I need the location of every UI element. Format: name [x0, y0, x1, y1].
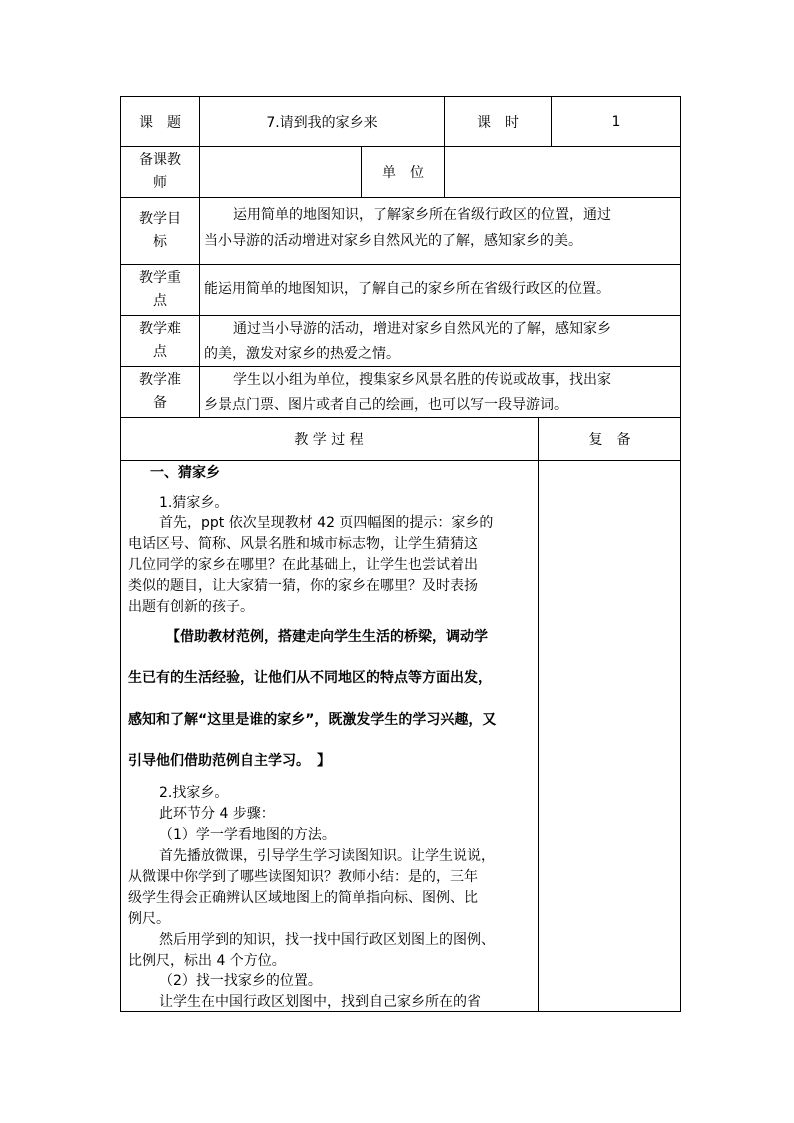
difficulty-label-line-1: 教学难 — [139, 321, 181, 337]
note-line-2: 生已有的生活经验，让他们从不同地区的特点等方面出发， — [128, 670, 492, 686]
step2-line-6: 然后用学到的知识，找一找中国行政区划图上的图例、 — [159, 932, 495, 948]
step1-line-5: 出题有创新的孩子。 — [128, 599, 254, 615]
key-points-label-line-2: 点 — [153, 293, 167, 309]
preparation-text-line-2: 乡景点门票、图片或者自己的绘画，也可以写一段导游词。 — [204, 397, 568, 413]
period-value: 1 — [611, 113, 621, 130]
teacher-label-line-1: 备课教 — [139, 152, 181, 168]
section-title-guess-hometown: 一、猜家乡 — [150, 465, 220, 481]
step1-line-3: 几位同学的家乡在哪里？在此基础上，让学生也尝试着出 — [128, 557, 478, 573]
teacher-label — [120, 147, 200, 197]
step2-line-7: 比例尺，标出 4 个方位。 — [128, 953, 286, 969]
note-line-3: 感知和了解“这里是谁的家乡”，既激发学生的学习兴趣，又 — [128, 712, 497, 728]
note-line-4: 引导他们借助范例自主学习。 】 — [128, 753, 331, 769]
topic-label: 课 题 — [139, 114, 181, 131]
step2-line-4: 级学生得会正确辨认区域地图上的简单指向标、图例、比 — [128, 890, 478, 906]
step1-line-1: 首先，ppt 依次呈现教材 42 页四幅图的提示：家乡的 — [159, 515, 494, 531]
process-header: 教 学 过 程 — [294, 432, 364, 448]
rule-row7 — [120, 460, 681, 461]
step1-line-4: 类似的题目，让大家猜一猜，你的家乡在哪里？及时表扬 — [128, 578, 478, 594]
note-line-1: 【借助教材范例，搭建走向学生生活的桥梁，调动学 — [166, 629, 488, 645]
key-points-text: 能运用简单的地图知识，了解自己的家乡所在省级行政区的位置。 — [204, 281, 610, 297]
step2-substep-2: （2）找一找家乡的位置。 — [159, 973, 322, 989]
teacher-value — [200, 147, 361, 197]
rule-row3 — [120, 264, 681, 265]
step2-title: 2.找家乡。 — [159, 785, 229, 801]
difficulty-text-line-1: 通过当小导游的活动，增进对家乡自然风光的了解，感知家乡 — [233, 321, 611, 337]
goals-text-line-1: 运用简单的地图知识，了解家乡所在省级行政区的位置，通过 — [233, 207, 611, 223]
difficulty-label-line-2: 点 — [153, 344, 167, 360]
goals-label — [120, 198, 200, 264]
step1-title: 1.猜家乡。 — [159, 495, 229, 511]
step2-line-8: 让学生在中国行政区划图中，找到自己家乡所在的省 — [159, 994, 481, 1010]
key-points-label — [120, 265, 200, 315]
topic-value: 7.请到我的家乡来 — [266, 114, 378, 131]
preparation-text-line-1: 学生以小组为单位，搜集家乡风景名胜的传说或故事，找出家 — [233, 372, 611, 388]
step2-line-2: 首先播放微课，引导学生学习读图知识。让学生说说， — [159, 848, 495, 864]
step2-line-1: 此环节分 4 步骤： — [159, 806, 275, 822]
unit-label: 单 位 — [382, 165, 424, 181]
rule-row2 — [120, 197, 681, 198]
step1-line-2: 电话区号、简称、风景名胜和城市标志物，让学生猜猜这 — [128, 536, 478, 552]
unit-value — [445, 147, 680, 197]
rule-right — [680, 96, 681, 1012]
rule-bottom — [120, 1011, 681, 1012]
goals-label-line-2: 标 — [153, 234, 167, 250]
goals-text-line-2: 当小导游的活动增进对家乡自然风光的了解，感知家乡的美。 — [204, 233, 582, 249]
difficulty-label — [120, 316, 200, 366]
rule-row4 — [120, 315, 681, 316]
goals-label-line-1: 教学目 — [139, 211, 181, 227]
difficulty-text-line-2: 的美，激发对家乡的热爱之情。 — [204, 346, 400, 362]
period-label: 课 时 — [477, 114, 519, 131]
step2-line-5: 例尺。 — [128, 911, 170, 927]
review-header: 复 备 — [588, 432, 631, 448]
rule-row5 — [120, 366, 681, 367]
preparation-label-line-2: 备 — [153, 395, 167, 411]
key-points-label-line-1: 教学重 — [139, 270, 181, 286]
rule-review-col — [538, 417, 539, 1012]
step2-substep-1: （1）学一学看地图的方法。 — [159, 827, 336, 843]
preparation-label — [120, 367, 200, 417]
teacher-label-line-2: 师 — [153, 175, 167, 191]
step2-line-3: 从微课中你学到了哪些读图知识？教师小结：是的，三年 — [128, 869, 478, 885]
preparation-label-line-1: 教学准 — [139, 372, 181, 388]
